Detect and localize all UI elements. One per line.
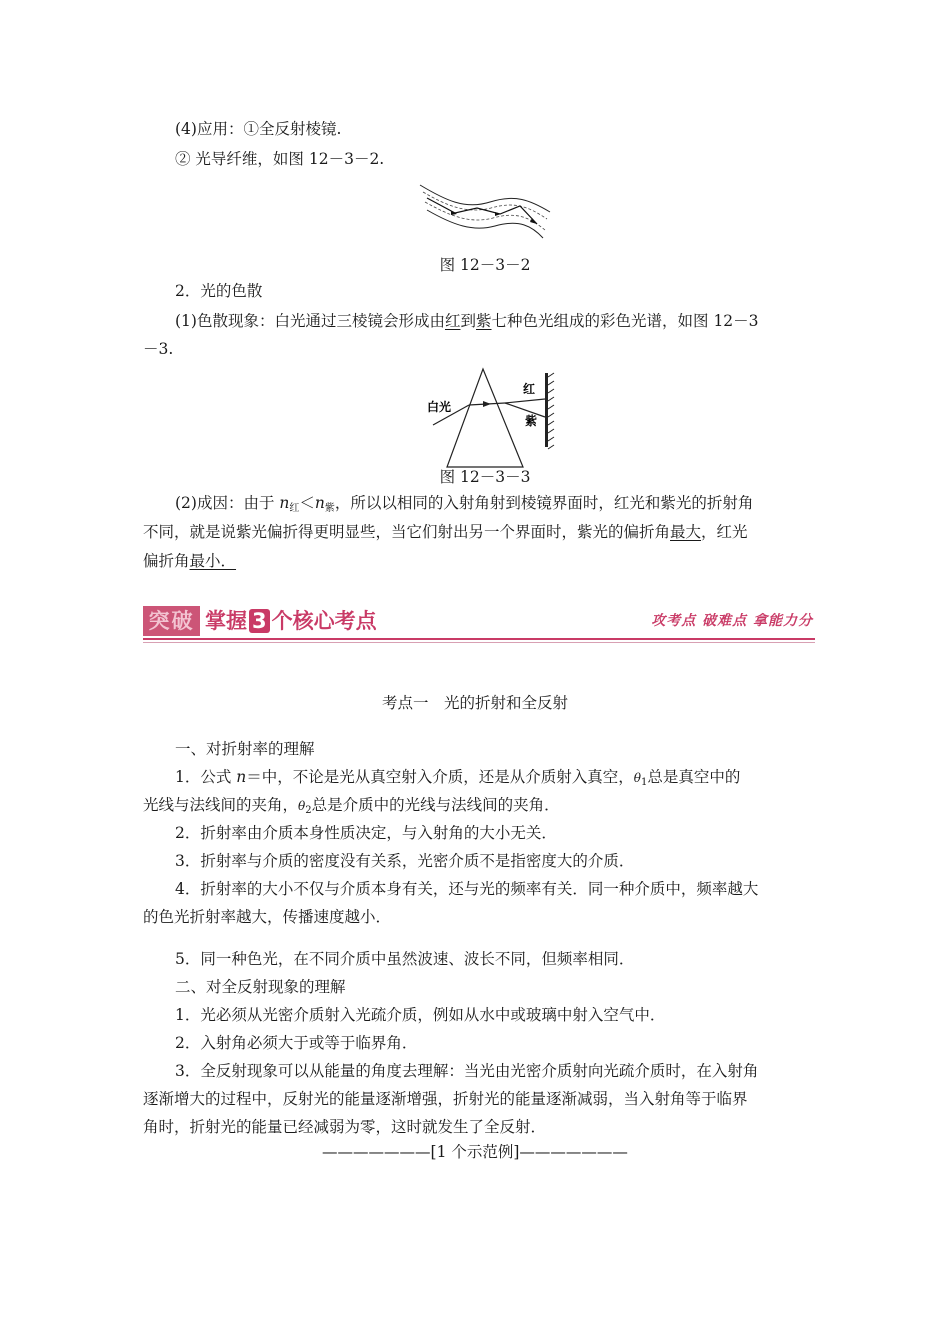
symbol-n: n <box>236 768 247 786</box>
cause-paragraph-line2 <box>143 521 748 543</box>
less-than: ＜ <box>299 494 315 512</box>
optical-fiber-figure <box>415 180 555 250</box>
fiber-outer-top <box>420 185 550 212</box>
example-divider: ———————[1 个示范例]——————— <box>322 1143 628 1161</box>
cause-paragraph-line3 <box>143 550 236 572</box>
text-run: ，红光 <box>701 523 748 541</box>
symbol-theta2: θ <box>298 799 306 813</box>
text-run: ＝中，不论是光从真空射入介质，还是从介质射入真空， <box>246 768 634 786</box>
subscript-red: 红 <box>289 503 300 514</box>
item-4-line2: 的色光折射率越大，传播速度越小． <box>143 908 392 926</box>
banner-tag <box>143 606 200 636</box>
subscript-1: 1 <box>641 777 648 788</box>
text-run: 七种色光组成的彩色光谱，如图 12－3 <box>491 312 759 330</box>
tr-item-3-line2: 逐渐增大的过程中，反射光的能量逐渐增强，折射光的能量逐渐减弱，当入射角等于临界 <box>143 1090 748 1108</box>
text-run: 1．公式 <box>175 768 237 786</box>
text-run: 到 <box>460 312 476 330</box>
text-run: 不同，就是说紫光偏折得更明显些，当它们射出另一个界面时，紫光的偏折角 <box>143 523 671 541</box>
banner-slogan: 攻考点 破难点 拿能力分 <box>651 613 813 629</box>
banner-tag-label: 突破 <box>148 609 195 633</box>
text-run: 偏折角 <box>143 552 190 570</box>
banner-rule-thin <box>143 642 815 643</box>
tr-item-3-line1: 3．全反射现象可以从能量的角度去理解：当光由光密介质射向光疏介质时，在入射角 <box>175 1062 759 1080</box>
fiber-outer-bottom <box>427 210 543 238</box>
subscript-purple: 紫 <box>324 503 335 514</box>
banner-title-number: 3 <box>249 609 270 633</box>
underlined-red: 红 <box>444 312 461 330</box>
item-2: 2．折射率由介质本身性质决定，与入射角的大小无关． <box>175 824 557 842</box>
screen-hatch <box>548 373 554 449</box>
prism-figure <box>425 365 565 475</box>
tr-item-3-line3: 角时，折射光的能量已经减弱为零，这时就发生了全反射． <box>143 1118 547 1136</box>
section-heading-dispersion: 2．光的色散 <box>175 282 263 300</box>
cause-paragraph-line1 <box>175 492 753 517</box>
banner-rule <box>143 638 815 640</box>
banner-title <box>205 606 377 636</box>
text-run: 总是介质中的光线与法线间的夹角． <box>311 796 560 814</box>
figure-caption-12-3-3: 图 12－3－3 <box>439 468 531 486</box>
symbol-theta1: θ <box>633 771 642 785</box>
text-run: (1)色散现象：白光通过三棱镜会形成由 <box>175 312 445 330</box>
figure-caption-12-3-2: 图 12－3－2 <box>439 256 531 274</box>
tr-item-1: 1．光必须从光密介质射入光疏介质，例如从水中或玻璃中射入空气中． <box>175 1006 666 1024</box>
banner-title-a: 掌握 <box>205 609 247 633</box>
text-run: 总是真空中的 <box>647 768 741 786</box>
screen <box>545 373 548 447</box>
symbol-n: n <box>279 494 290 512</box>
dispersion-paragraph-line2: －3. <box>143 340 174 358</box>
red-ray <box>505 399 545 403</box>
section-banner <box>143 604 815 640</box>
subscript-2: 2 <box>305 805 312 816</box>
item-4-line1: 4．折射率的大小不仅与介质本身有关，还与光的频率有关．同一种介质中，频率越大 <box>175 880 759 898</box>
item-1-line2 <box>143 794 560 819</box>
dispersion-paragraph-line1 <box>175 310 759 332</box>
text-run: 光线与法线间的夹角， <box>143 796 299 814</box>
arrow-2 <box>495 212 501 216</box>
banner-title-b: 个核心考点 <box>271 609 377 633</box>
underlined-max: 最大 <box>670 523 702 541</box>
optical-fiber-line: ② 光导纤维，如图 12－3－2. <box>175 150 385 168</box>
underlined-min: 最小． <box>189 552 237 570</box>
item-5: 5．同一种色光，在不同介质中虽然波速、波长不同，但频率相同． <box>175 950 635 968</box>
item-3: 3．折射率与介质的密度没有关系，光密介质不是指密度大的介质． <box>175 852 635 870</box>
label-white-light: 白光 <box>427 400 452 414</box>
prism-triangle <box>447 369 523 467</box>
underlined-purple: 紫 <box>476 312 492 330</box>
tr-item-2: 2．入射角必须大于或等于临界角． <box>175 1034 418 1052</box>
inner-arrow <box>483 401 491 407</box>
label-red: 红 <box>523 382 536 396</box>
item-1-line1 <box>175 766 740 791</box>
symbol-n: n <box>314 494 325 512</box>
arrow-3 <box>530 218 537 224</box>
text-run: (2)成因：由于 <box>175 494 280 512</box>
label-purple: 紫 <box>525 414 538 428</box>
application-line: (4)应用：①全反射棱镜. <box>175 120 342 138</box>
subheading-refractive-index: 一、对折射率的理解 <box>175 740 315 758</box>
subheading-total-reflection: 二、对全反射现象的理解 <box>175 978 346 996</box>
keypoint-heading: 考点一 光的折射和全反射 <box>381 694 568 712</box>
text-run: ，所以以相同的入射角射到棱镜界面时，红光和紫光的折射角 <box>334 494 754 512</box>
